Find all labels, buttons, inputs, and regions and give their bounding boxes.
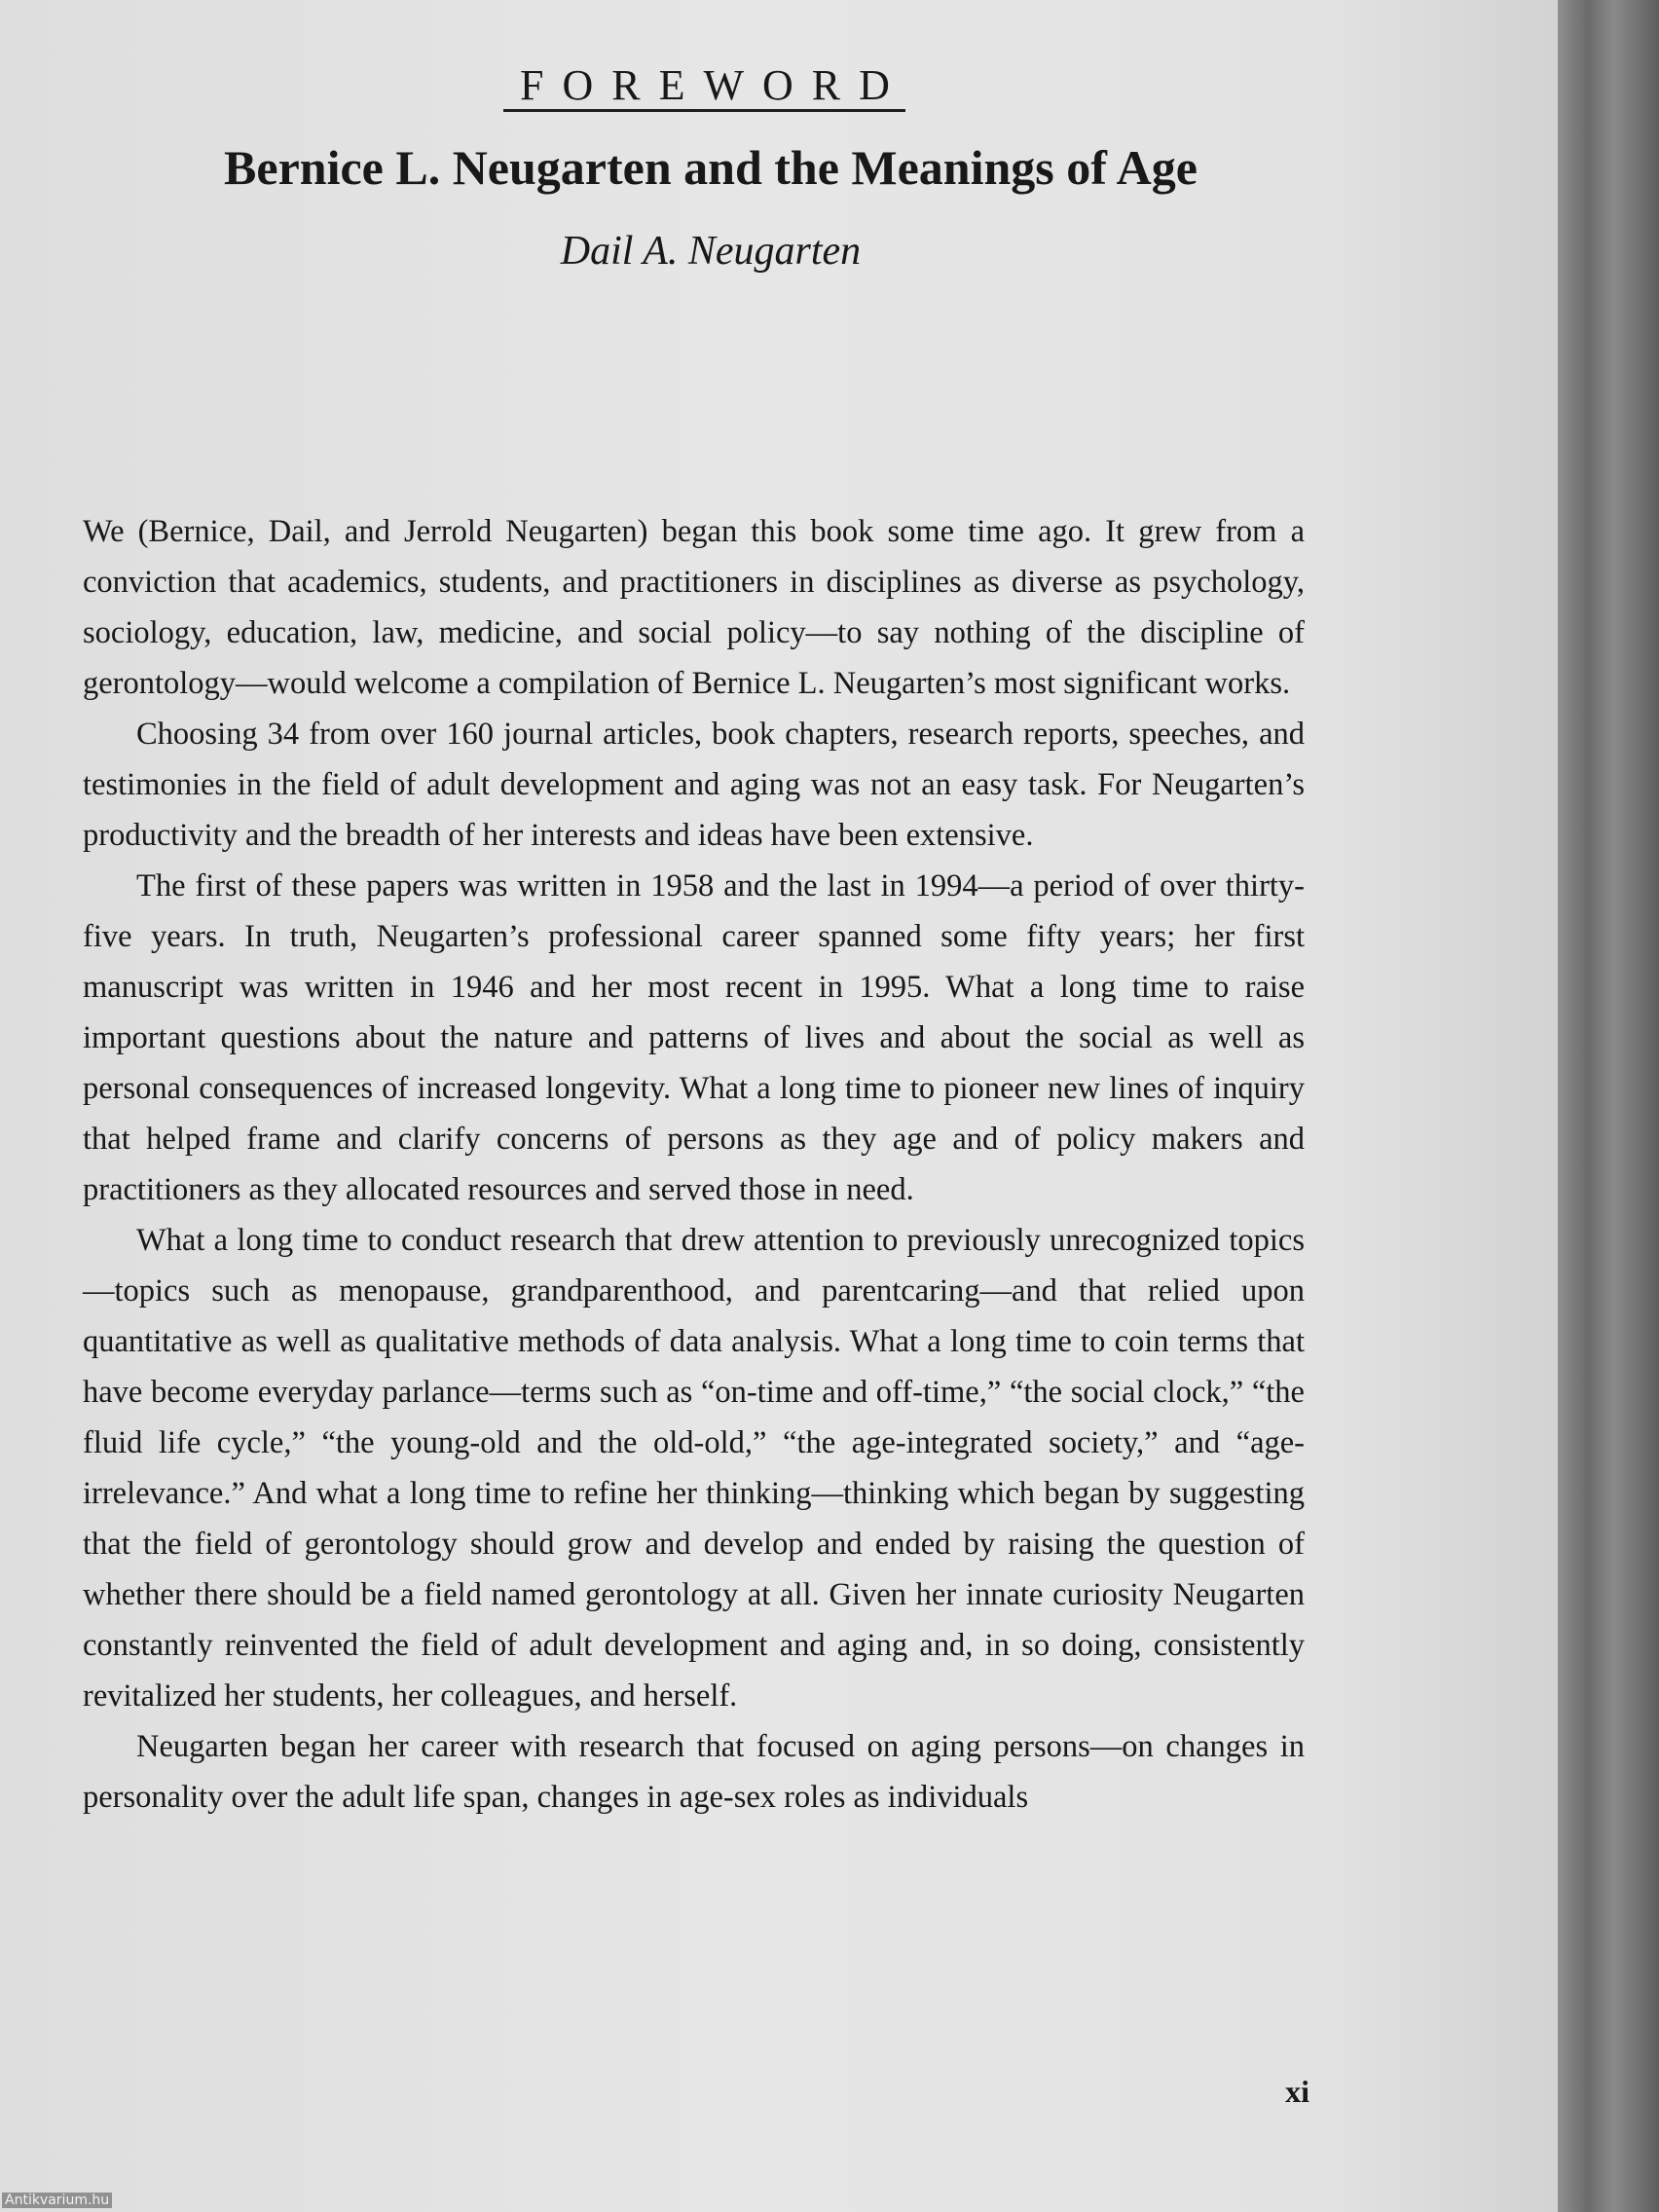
paragraph: What a long time to conduct research that drew attention to previously unrecognized topics—topics such as menopause, grandparenthood, and parentcaring—and that relied upon quantitative as well as qualitative methods of data analysis. What a long time to coin terms that have become everyday parlance—terms such as “on-time and off-time,” “the social clock,” “the fluid life cycle,” “the young-old and the old-old,” “the age-integrated society,” and “age-irrelevance.” And what a long time to refine her thinking—thinking which began by suggesting that the field of gerontology should grow and develop and ended by raising the question of whether there should be a field named gerontology at all. Given her innate curiosity Neugarten constantly reinvented the field of adult development and aging and, in so doing, consistently revitalized her students, her colleagues, and herself. bbox=[83, 1223, 1305, 1714]
body-text bbox=[83, 506, 1305, 1823]
chapter-title: Bernice L. Neugarten and the Meanings of Age bbox=[224, 140, 1198, 195]
paragraph: The first of these papers was written in 1958 and the last in 1994—a period of over thirty-five years. In truth, Neugarten’s professional career spanned some fifty years; her first manuscript was written in 1946 and her most recent in 1995. What a long time to raise important questions about the nature and patterns of lives and about the social as well as personal consequences of increased longevity. What a long time to pioneer new lines of inquiry that helped frame and clarify concerns of persons as they age and of policy makers and practitioners as they allocated resources and served those in need. bbox=[83, 868, 1305, 1207]
page-number: xi bbox=[1285, 2074, 1309, 2109]
author-name: Dail A. Neugarten bbox=[560, 229, 862, 274]
page-edge-shadow bbox=[1558, 0, 1659, 2212]
section-label: FOREWORD bbox=[520, 61, 908, 109]
paragraph: Choosing 34 from over 160 journal articles, book chapters, research reports, speeches, and testimonies in the field of adult development and aging was not an easy task. For Neugarten’s productivity and the breadth of her interests and ideas have been extensive. bbox=[83, 717, 1305, 853]
watermark: Antikvarium.hu bbox=[2, 2193, 112, 2208]
paragraph: We (Bernice, Dail, and Jerrold Neugarten) began this book some time ago. It grew from a conviction that academics, students, and practitioners in disciplines as diverse as psychology, sociology, education, law, medicine, and social policy—to say nothing of the discipline of gerontology—would welcome a compilation of Bernice L. Neugarten’s most significant works. bbox=[83, 514, 1305, 701]
paragraph: Neugarten began her career with research that focused on aging persons—on changes in personality over the adult life span, changes in age-sex roles as individuals bbox=[83, 1729, 1305, 1815]
section-label-underline bbox=[503, 109, 905, 112]
